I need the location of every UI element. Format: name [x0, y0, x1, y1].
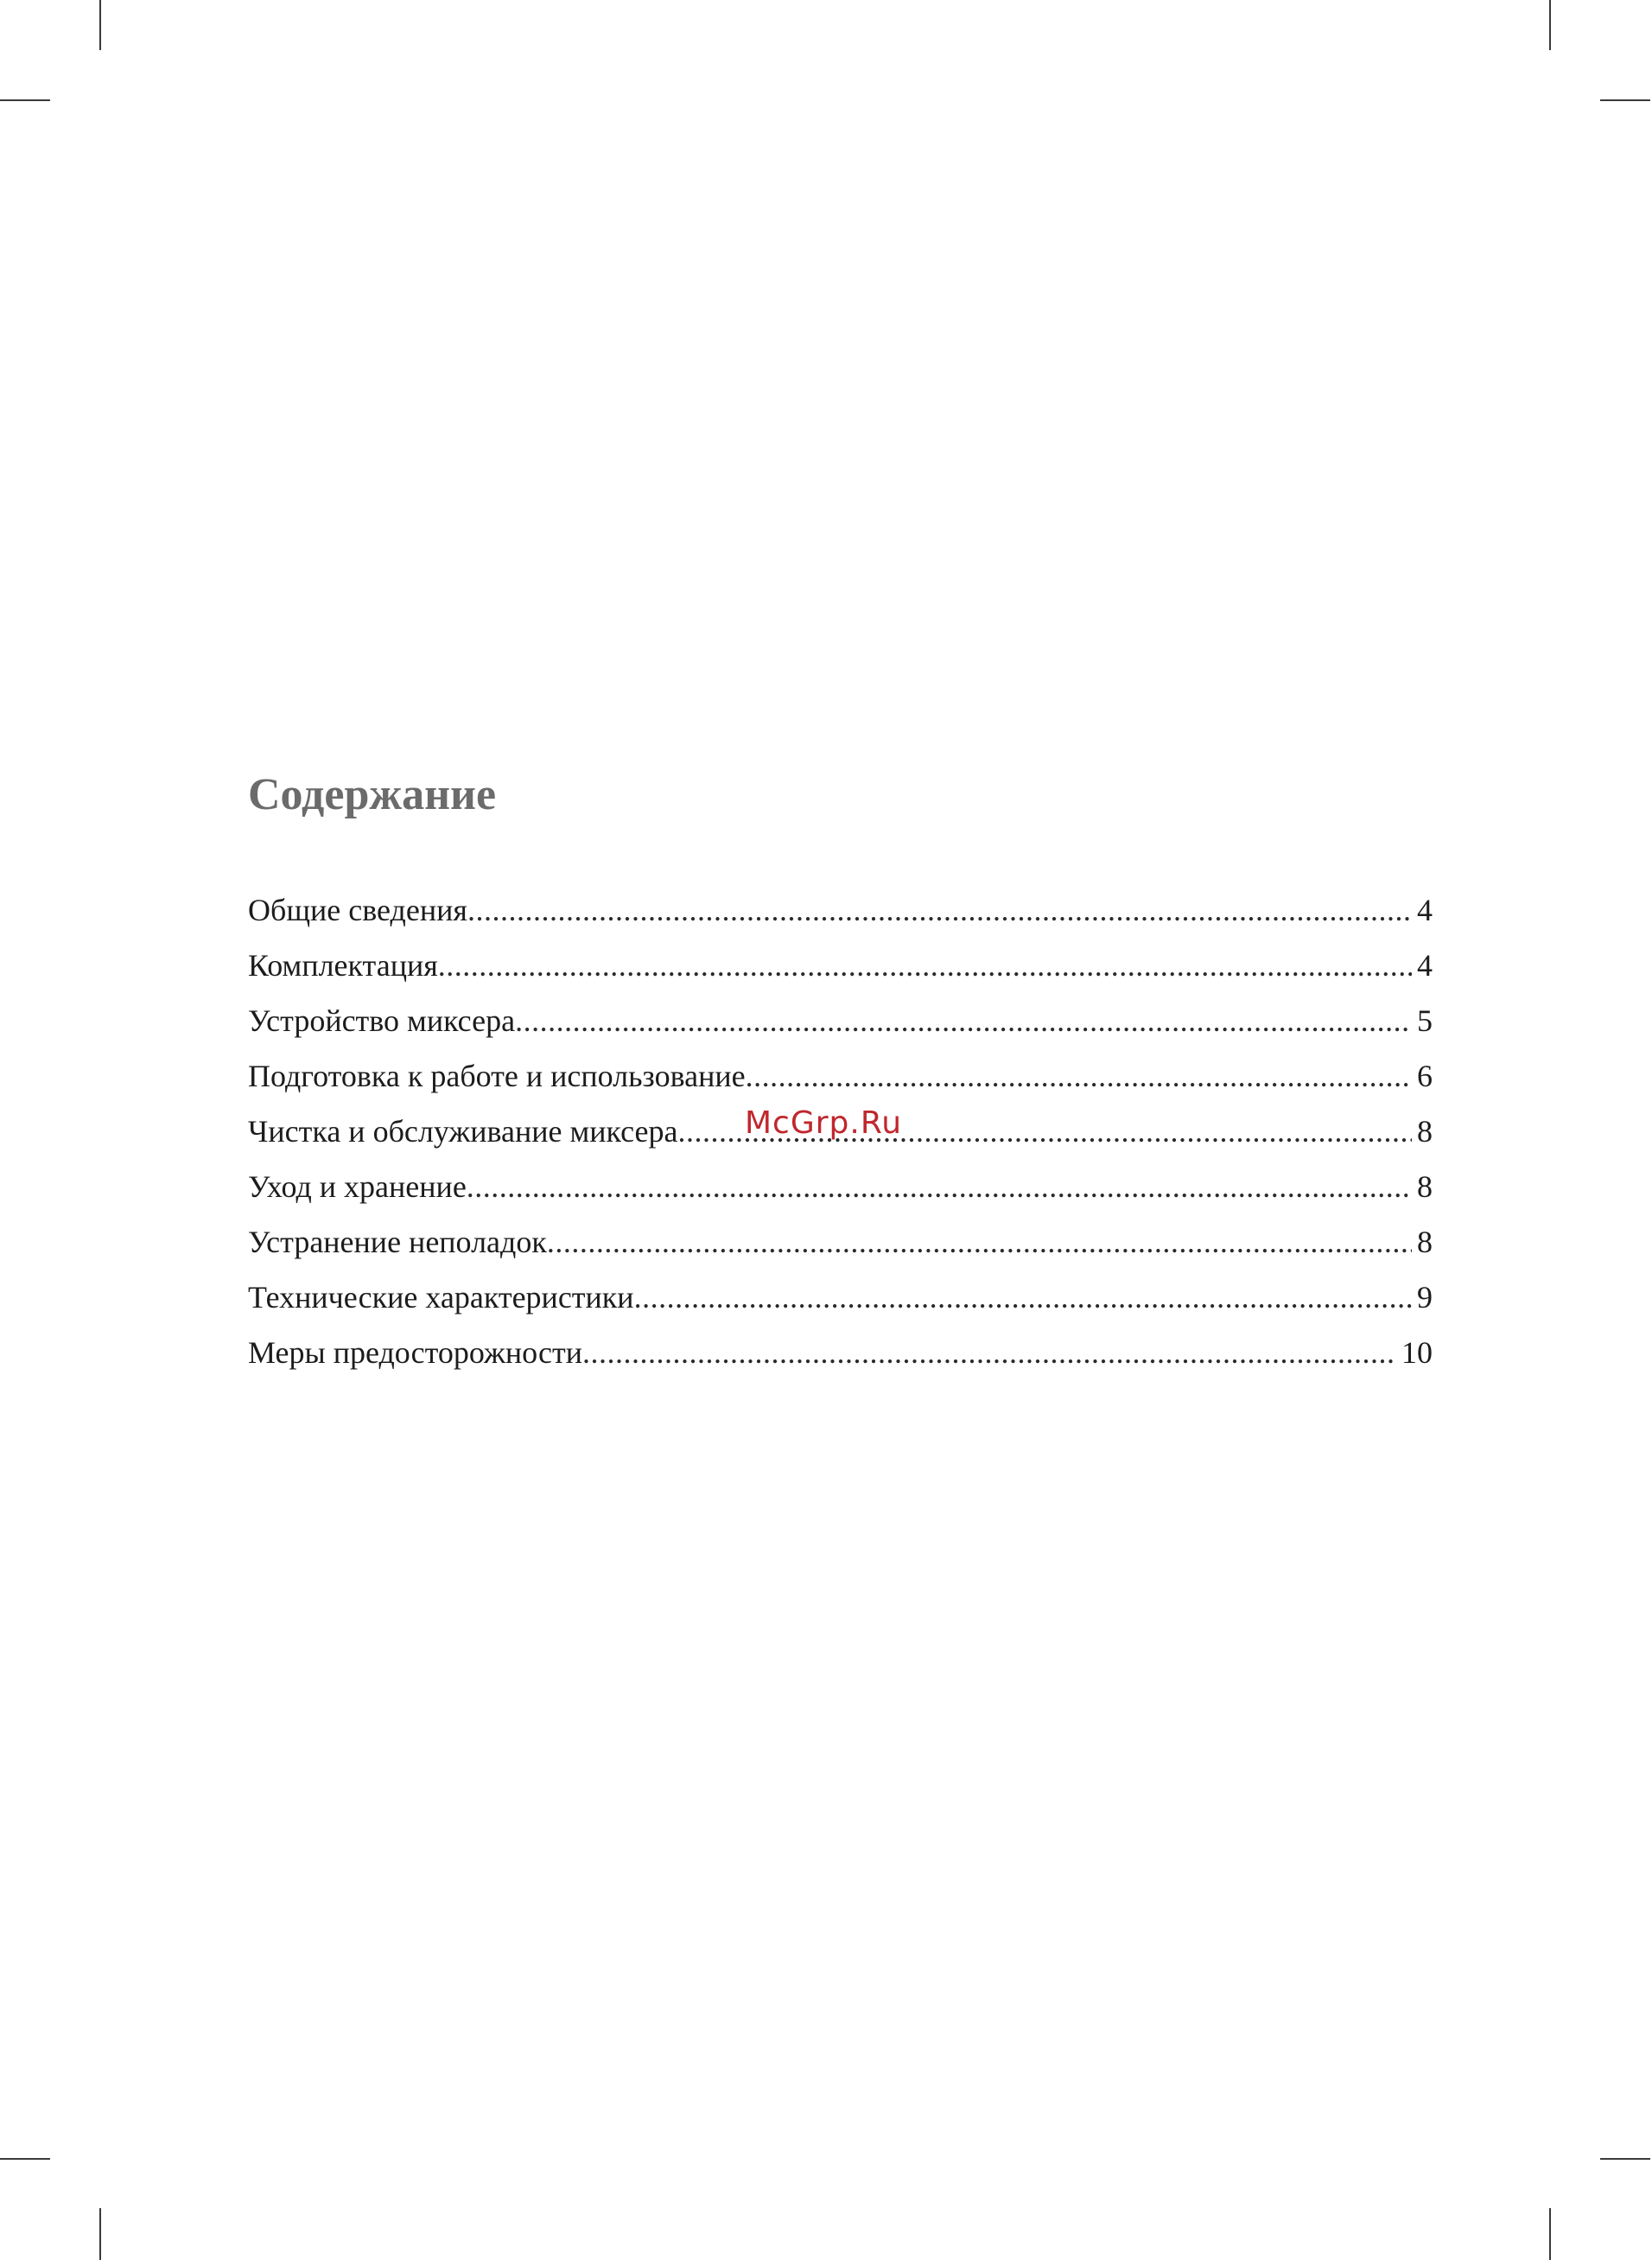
toc-dot-leader — [467, 1159, 1412, 1214]
toc-dot-leader — [467, 882, 1412, 938]
toc-entry[interactable] — [248, 1325, 1433, 1380]
toc-entry[interactable] — [248, 1214, 1433, 1270]
toc-entry-label: Общие сведения — [248, 893, 467, 927]
crop-mark-top-left-vertical — [99, 0, 101, 50]
toc-entry-label: Устранение неполадок — [248, 1225, 547, 1259]
toc-entry[interactable] — [248, 1270, 1433, 1325]
crop-mark-top-left-horizontal — [0, 99, 50, 101]
toc-entry[interactable] — [248, 1159, 1433, 1214]
crop-mark-top-right-vertical — [1549, 0, 1551, 50]
toc-entry-label: Чистка и обслуживание миксера — [248, 1114, 678, 1149]
toc-dot-leader — [515, 993, 1412, 1048]
toc-entry-page: 8 — [1417, 1169, 1433, 1204]
toc-entry[interactable] — [248, 993, 1433, 1048]
toc-dot-leader — [582, 1325, 1396, 1380]
toc-dot-leader — [746, 1048, 1412, 1104]
toc-title: Содержание — [248, 770, 497, 819]
toc-entry-page: 4 — [1417, 893, 1433, 927]
toc-entry-label: Уход и хранение — [248, 1169, 467, 1204]
toc-entry-page: 10 — [1401, 1335, 1433, 1370]
toc-entry-label: Подготовка к работе и использование — [248, 1059, 746, 1093]
crop-mark-bottom-right-vertical — [1549, 2208, 1551, 2260]
toc-dot-leader — [438, 938, 1412, 993]
toc-entry[interactable] — [248, 882, 1433, 938]
toc-entry-page: 5 — [1417, 1003, 1433, 1038]
toc-entry-page: 4 — [1417, 948, 1433, 983]
toc-entry[interactable] — [248, 1048, 1433, 1104]
watermark: McGrp.Ru — [745, 1105, 903, 1141]
toc-entry-page: 9 — [1417, 1280, 1433, 1315]
toc-entry[interactable] — [248, 938, 1433, 993]
crop-mark-bottom-left-vertical — [99, 2208, 101, 2260]
crop-mark-bottom-right-horizontal — [1600, 2158, 1650, 2160]
toc-entry-page: 8 — [1417, 1114, 1433, 1149]
toc-entry-label: Меры предосторожности — [248, 1335, 583, 1370]
toc-entry-page: 6 — [1417, 1059, 1433, 1093]
toc-entry-label: Устройство миксера — [248, 1003, 516, 1038]
toc-dot-leader — [547, 1214, 1412, 1270]
crop-mark-bottom-left-horizontal — [0, 2158, 50, 2160]
toc-entry-label: Комплектация — [248, 948, 438, 983]
crop-mark-top-right-horizontal — [1600, 99, 1650, 101]
toc-entry-page: 8 — [1417, 1225, 1433, 1259]
toc-entry-label: Технические характеристики — [248, 1280, 634, 1315]
toc-dot-leader — [634, 1270, 1412, 1325]
